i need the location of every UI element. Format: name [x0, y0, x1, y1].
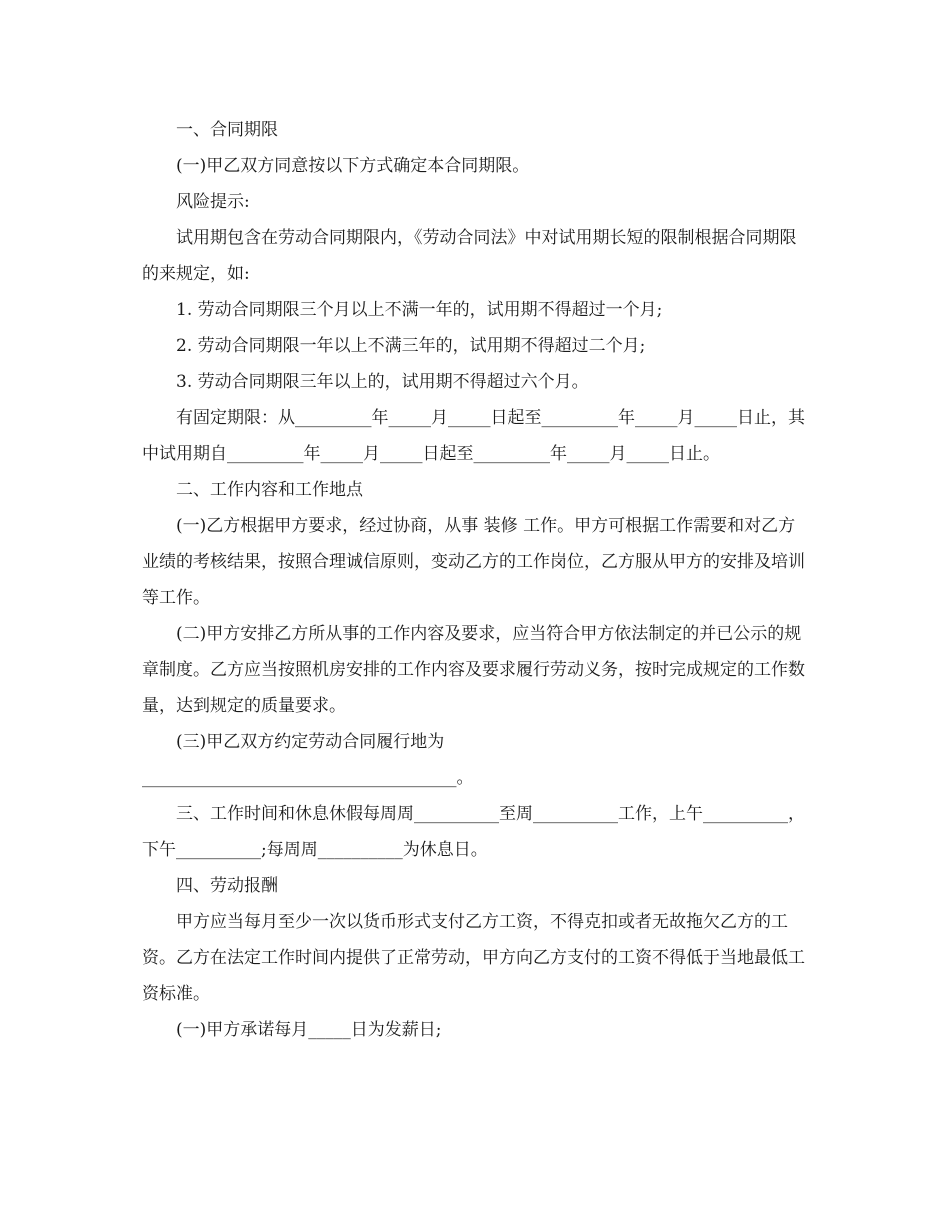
clause-wage-payment: 甲方应当每月至少一次以货币形式支付乙方工资，不得克扣或者无故拖欠乙方的工资。乙方在法定工作时间内提供了正常劳动，甲方向乙方支付的工资不得低于当地最低工资标准。 [142, 912, 805, 1004]
work-location-blank: _____________________________________。 [142, 768, 474, 788]
probation-rule-2: 2. 劳动合同期限一年以上不满三年的，试用期不得超过二个月; [176, 336, 646, 356]
clause-work-assignment: (一)乙方根据甲方要求，经过协商，从事 装修 工作。甲方可根据工作需要和对乙方业绩的考核结果，按照合理诚信原则，变动乙方的工作岗位，乙方服从甲方的安排及培训等工作。 [142, 516, 805, 608]
section-working-hours: 三、工作时间和休息休假每周周__________至周__________工作，上午__________，下午__________;每周周__________为休息日。 [142, 804, 805, 860]
risk-notice-label: 风险提示: [176, 192, 250, 212]
probation-rule-1: 1. 劳动合同期限三个月以上不满一年的，试用期不得超过一个月; [176, 300, 663, 320]
clause-payday: (一)甲方承诺每月_____日为发薪日; [176, 1020, 442, 1040]
fixed-term-fill-in: 有固定期限：从_________年_____月_____日起至_________年_____月_____日止，其中试用期自_________年_____月_____日起至_________年_____月_____日止。 [142, 408, 805, 464]
section-heading-work-content: 二、工作内容和工作地点 [176, 480, 363, 500]
probation-rule-3: 3. 劳动合同期限三年以上的，试用期不得超过六个月。 [176, 372, 589, 392]
clause-term-agreement: (一)甲乙双方同意按以下方式确定本合同期限。 [176, 156, 530, 176]
section-heading-remuneration: 四、劳动报酬 [176, 876, 278, 896]
risk-notice-text: 试用期包含在劳动合同期限内，《劳动合同法》中对试用期长短的限制根据合同期限的来规定，如: [142, 228, 797, 284]
clause-work-location: (三)甲乙双方约定劳动合同履行地为 [176, 732, 445, 752]
section-heading-contract-term: 一、合同期限 [176, 120, 278, 140]
clause-work-requirements: (二)甲方安排乙方所从事的工作内容及要求，应当符合甲方依法制定的并已公示的规章制度。乙方应当按照机房安排的工作内容及要求履行劳动义务，按时完成规定的工作数量，达到规定的质量要求。 [142, 624, 805, 716]
contract-body [142, 112, 810, 1048]
